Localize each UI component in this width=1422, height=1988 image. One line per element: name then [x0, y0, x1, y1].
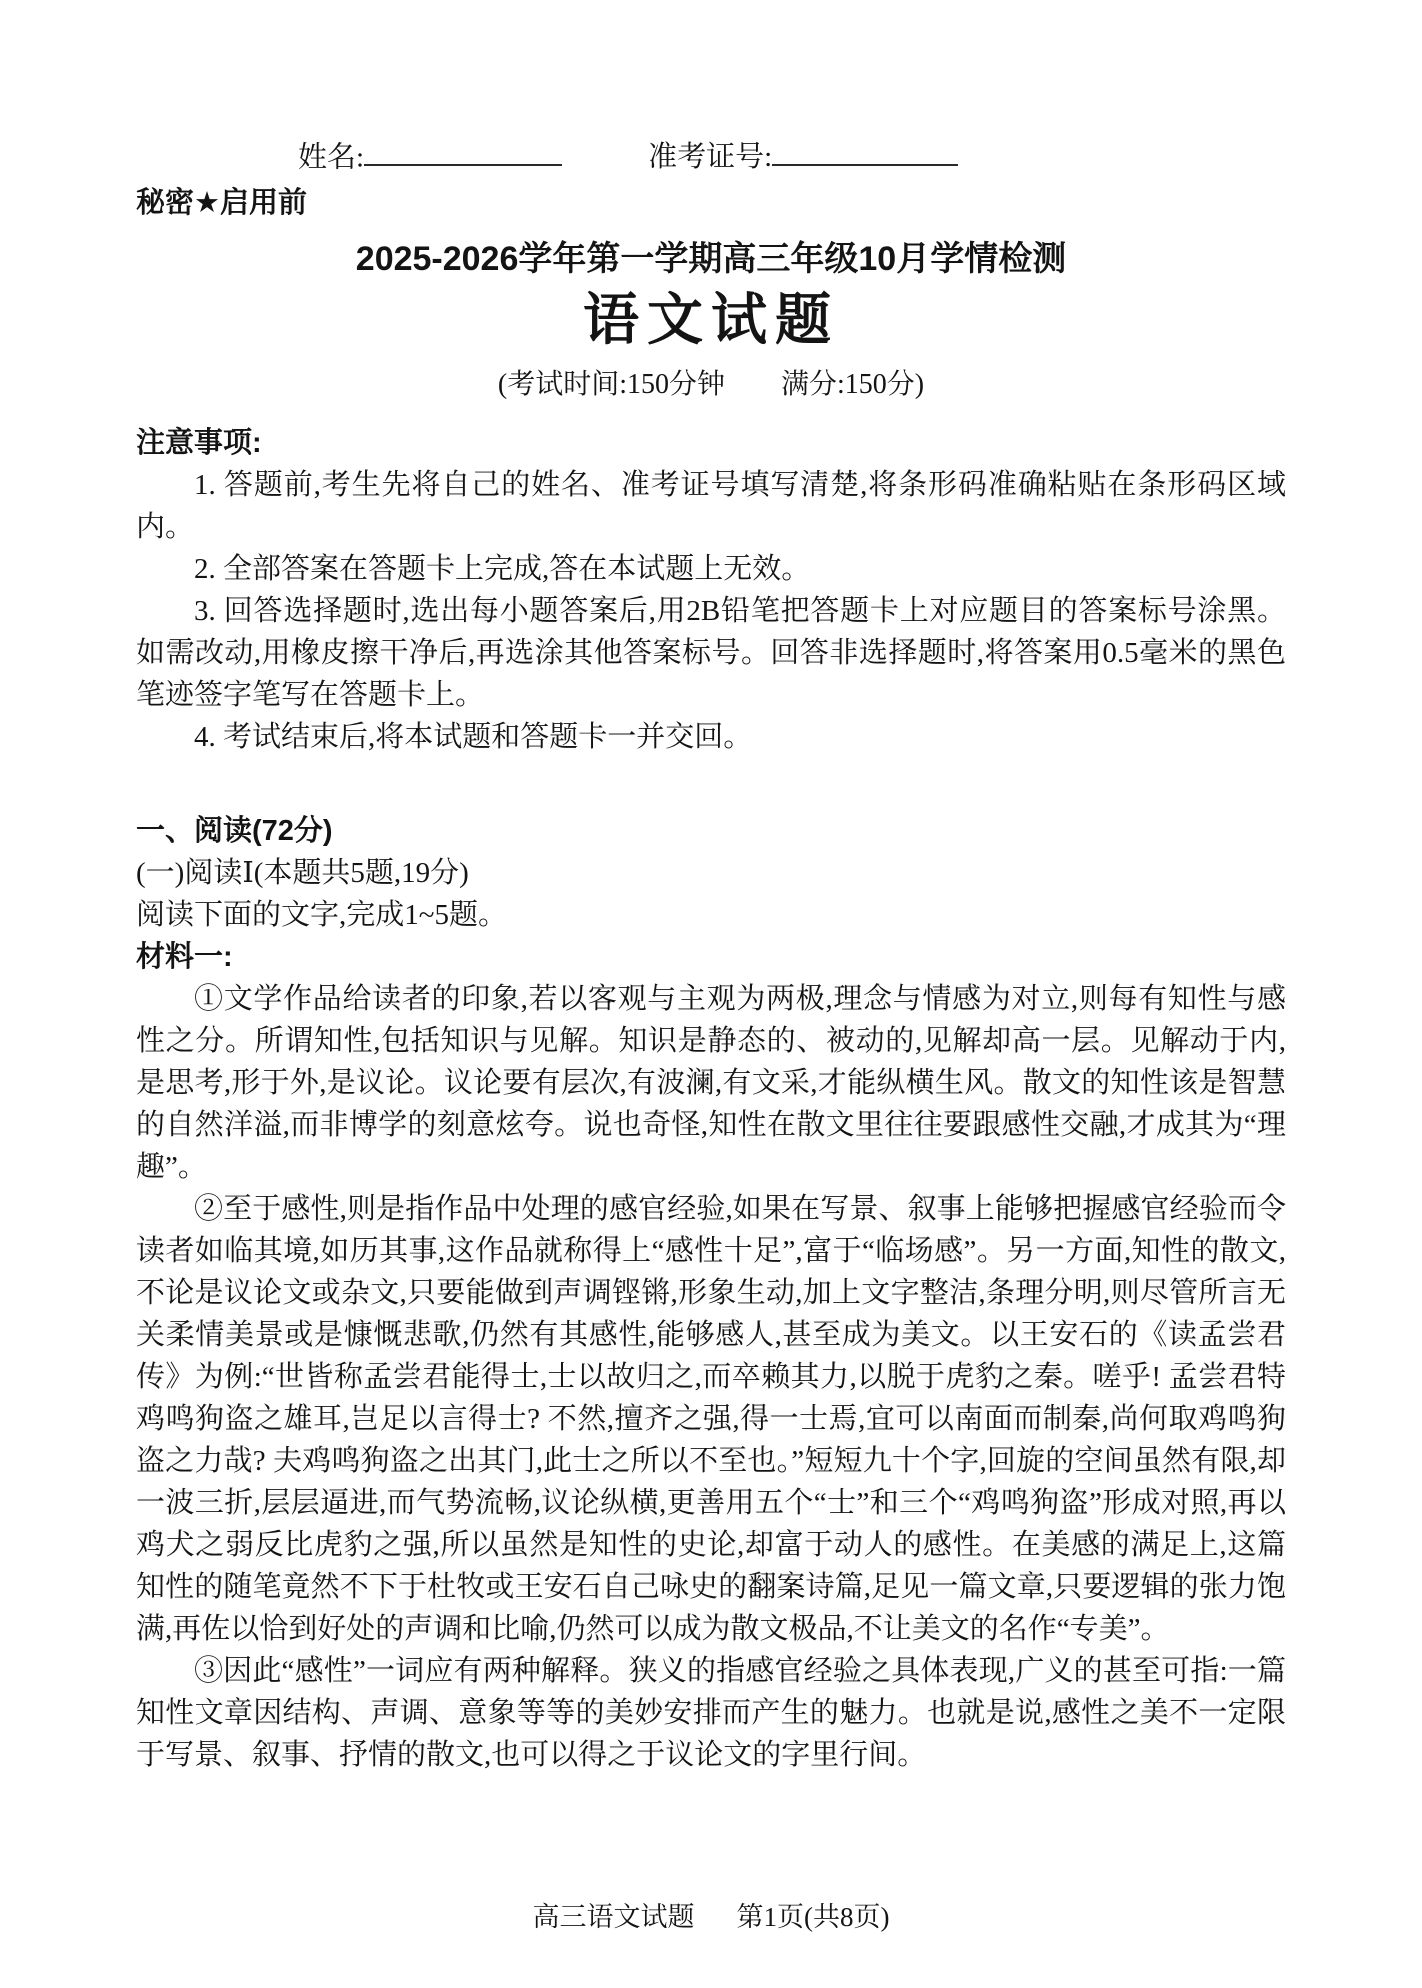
admission-number-blank-line: [772, 134, 958, 166]
exam-session-title: 2025-2026学年第一学期高三年级10月学情检测: [355, 240, 1067, 279]
material-one-label: 材料一:: [136, 941, 233, 974]
secrecy-notice: 秘密★启用前: [136, 187, 307, 220]
name-blank-line: [364, 134, 562, 166]
candidate-info-row: [298, 134, 1286, 178]
notice-item-3: 3. 回答选择题时,选出每小题答案后,用2B铅笔把答题卡上对应题目的答案标号涂黑。如需改动,用橡皮擦干净后,再选涂其他答案标号。回答非选择题时,将答案用0.5毫米的黑色笔迹签字笔写在答题卡上。: [136, 595, 1286, 712]
footer-doc-label: 高三语文试题: [532, 1902, 695, 1932]
notice-item-2: 2. 全部答案在答题卡上完成,答在本试题上无效。: [194, 553, 811, 586]
name-label: 姓名:: [298, 141, 365, 174]
exam-duration-and-score: (考试时间:150分钟 满分:150分): [497, 369, 925, 401]
material-paragraph-2: ②至于感性,则是指作品中处理的感官经验,如果在写景、叙事上能够把握感官经验而令读者如临其境,如历其事,这作品就称得上“感性十足”,富于“临场感”。另一方面,知性的散文,不论是议论文或杂文,只要能做到声调铿锵,形象生动,加上文字整洁,条理分明,则尽管所言无关柔情美景或是慷慨悲歌,仍然有其感性,能够感人,甚至成为美文。以王安石的《读孟尝君传》为例:“世皆称孟尝君能得士,士以故归之,而卒赖其力,以脱于虎豹之秦。嗟乎! 孟尝君特鸡鸣狗盗之雄耳,岂足以言得士? 不然,擅齐之强,得一士焉,宜可以南面而制秦,尚何取鸡鸣狗盗之力哉? 夫鸡鸣狗盗之出其门,此士之所以不至也。”短短九十个字,回旋的空间虽然有限,却一波三折,层层逼进,而气势流畅,议论纵横,更善用五个“士”和三个“鸡鸣狗盗”形成对照,再以鸡犬之弱反比虎豹之强,所以虽然是知性的史论,却富于动人的感性。在美感的满足上,这篇知性的随笔竟然不下于杜牧或王安石自己咏史的翻案诗篇,足见一篇文章,只要逻辑的张力饱满,再佐以恰到好处的声调和比喻,仍然可以成为散文极品,不让美文的名作“专美”。: [136, 1193, 1286, 1646]
page-footer: [0, 1896, 1422, 1938]
material-paragraph-3: ③因此“感性”一词应有两种解释。狭义的指感官经验之具体表现,广义的甚至可指:一篇知性文章因结构、声调、意象等等的美妙安排而产生的魅力。也就是说,感性之美不一定限于写景、叙事、抒情的散文,也可以得之于议论文的字里行间。: [136, 1655, 1286, 1772]
reading-instruction: 阅读下面的文字,完成1~5题。: [136, 899, 507, 932]
subject-title: 语文试题: [583, 290, 839, 353]
notice-item-1: 1. 答题前,考生先将自己的姓名、准考证号填写清楚,将条形码准确粘贴在条形码区域内。: [136, 469, 1286, 544]
section-one-title: 一、阅读(72分): [136, 815, 333, 848]
footer-page-number: 第1页(共8页): [736, 1902, 890, 1932]
reading-section: [136, 810, 1286, 1776]
notice-section: [136, 422, 1286, 758]
notice-title: 注意事项:: [136, 427, 262, 460]
admission-number-label: 准考证号:: [648, 141, 773, 174]
material-paragraph-1: ①文学作品给读者的印象,若以客观与主观为两极,理念与情感为对立,则每有知性与感性之分。所谓知性,包括知识与见解。知识是静态的、被动的,见解却高一层。见解动于内,是思考,形于外,是议论。议论要有层次,有波澜,有文采,才能纵横生风。散文的知性该是智慧的自然洋溢,而非博学的刻意炫夸。说也奇怪,知性在散文里往往要跟感性交融,才成其为“理趣”。: [136, 983, 1286, 1184]
subsection-title: (一)阅读Ⅰ(本题共5题,19分): [136, 857, 469, 890]
notice-item-4: 4. 考试结束后,将本试题和答题卡一并交回。: [194, 721, 753, 754]
